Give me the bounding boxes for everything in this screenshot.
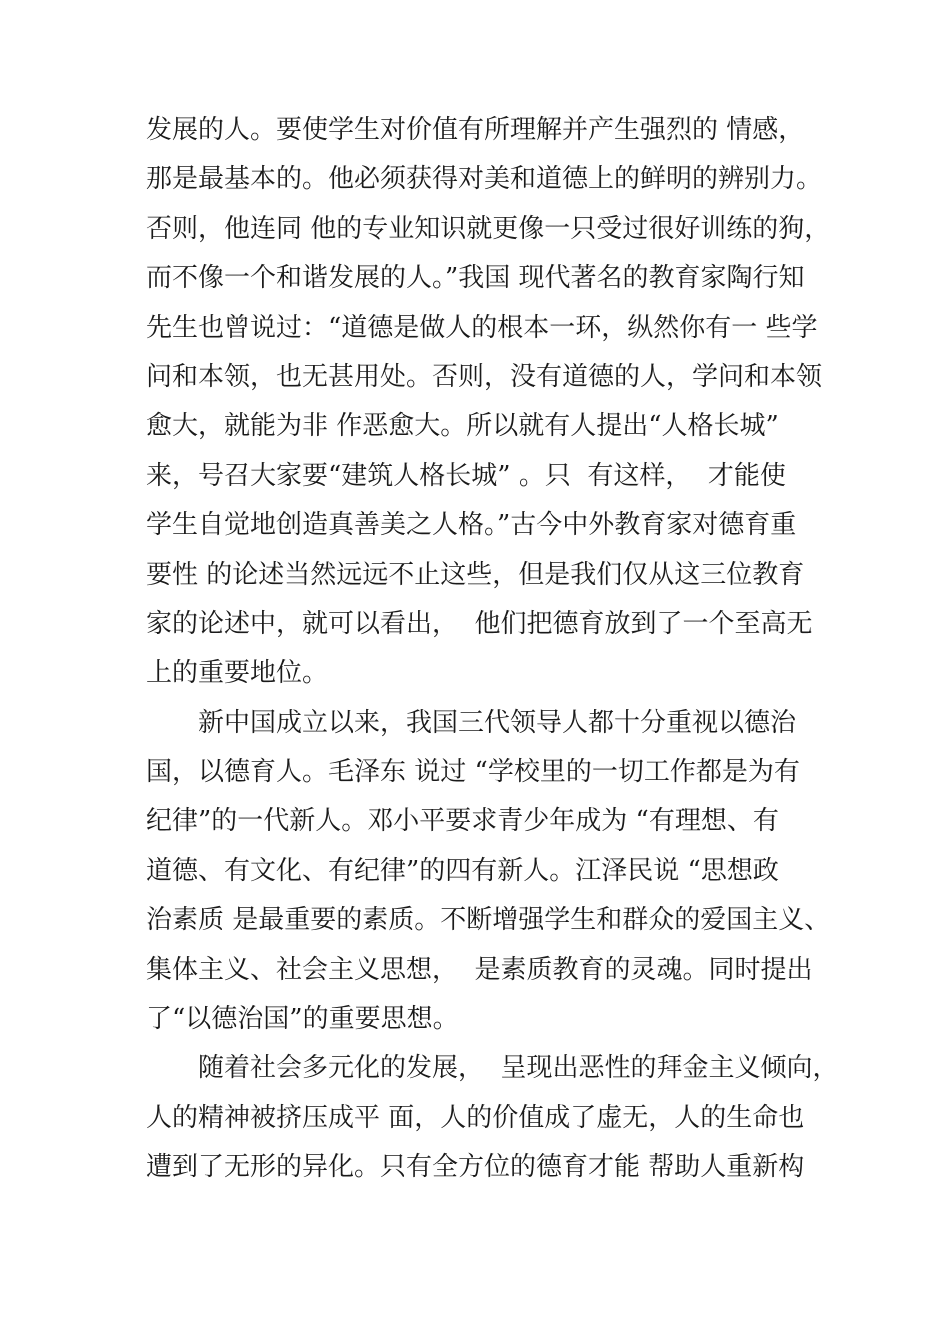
- text-line: 遭到了无形的异化。只有全方位的德育才能 帮助人重新构: [146, 1152, 805, 1183]
- text-line: 而不像一个和谐发展的人。”我国 现代著名的教育家陶行知: [146, 263, 805, 294]
- text-line: 集体主义、社会主义思想， 是素质教育的灵魂。同时提出: [146, 954, 813, 985]
- text-line: 愈大，就能为非 作恶愈大。所以就有人提出“人格长城”: [146, 411, 779, 442]
- text-line: 学生自觉地创造真善美之人格。”古今中外教育家对德育重: [146, 510, 797, 541]
- text-line: 先生也曾说过：“道德是做人的根本一环，纵然你有一 些学: [146, 312, 818, 343]
- text-line: 国，以德育人。毛泽东 说过 “学校里的一切工作都是为有: [146, 757, 800, 788]
- text-line: 道德、有文化、有纪律”的四有新人。江泽民说 “思想政: [146, 855, 779, 886]
- paragraph-first-line: 新中国成立以来，我国三代领导人都十分重视以德治: [198, 707, 797, 738]
- text-line: 人的精神被挤压成平 面，人的价值成了虚无，人的生命也: [146, 1102, 805, 1133]
- body-text: [146, 106, 839, 1193]
- text-line: 了“以德治国”的重要思想。: [146, 1004, 459, 1035]
- text-line: 要性 的论述当然远远不止这些，但是我们仅从这三位教育: [146, 559, 805, 590]
- text-line: 治素质 是最重要的素质。不断增强学生和群众的爱国主义、: [146, 905, 831, 936]
- text-line: 发展的人。要使学生对价值有所理解并产生强烈的 情感，: [146, 115, 805, 145]
- paragraph-first-line: 随着社会多元化的发展， 呈现出恶性的拜金主义倾向，: [198, 1053, 839, 1084]
- text-line: 来，号召大家要“建筑人格长城” 。只 有这样， 才能使: [146, 460, 786, 491]
- text-line: 上的重要地位。: [146, 658, 329, 689]
- text-line: 否则，他连同 他的专业知识就更像一只受过很好训练的狗，: [146, 213, 831, 244]
- text-line: 那是最基本的。他必须获得对美和道德上的鲜明的辨别力。: [146, 164, 823, 195]
- text-line: 家的论述中，就可以看出， 他们把德育放到了一个至高无: [146, 608, 813, 639]
- text-line: 纪律”的一代新人。邓小平要求青少年成为 “有理想、有: [146, 806, 779, 837]
- text-line: 问和本领，也无甚用处。否则，没有道德的人，学问和本领: [146, 361, 823, 392]
